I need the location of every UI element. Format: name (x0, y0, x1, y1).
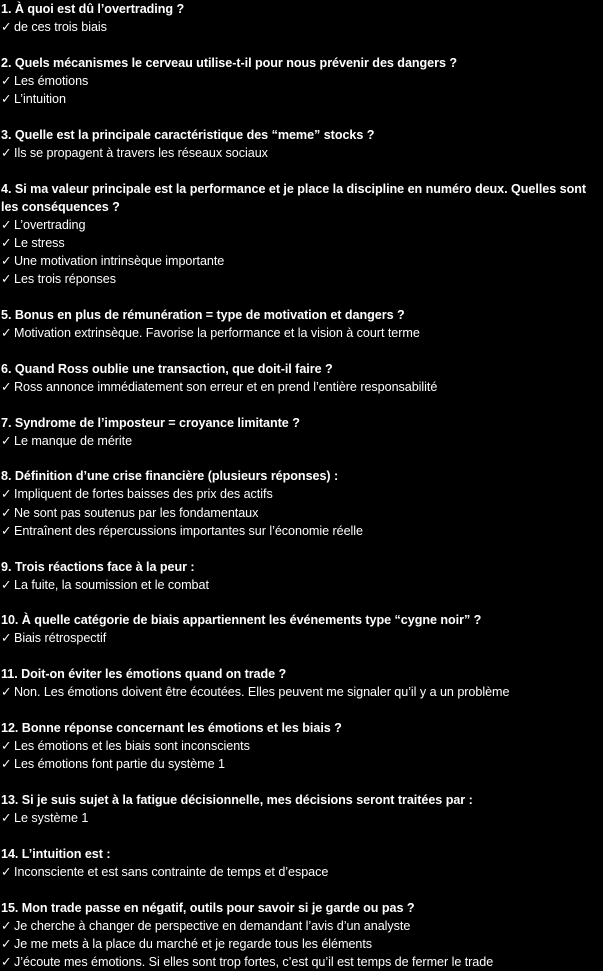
question-text: 4. Si ma valeur principale est la performance et je place la discipline en numéro deux. Quelles sont les conséquences ? (1, 181, 587, 214)
answer-line (1, 576, 597, 594)
answer-line (1, 270, 597, 288)
answer-line (1, 737, 597, 755)
question-block (1, 54, 597, 108)
answer-line (1, 683, 597, 701)
question-block (1, 611, 597, 647)
answer-line (1, 629, 597, 647)
question-block (1, 360, 597, 396)
checkmark-icon: ✓ (1, 326, 12, 340)
checkmark-icon: ✓ (1, 379, 12, 394)
answer-text: Impliquent de fortes baisses des prix des actifs (14, 487, 273, 502)
question-text: 7. Syndrome de l’imposteur = croyance limitante ? (1, 415, 300, 430)
answer-line (1, 432, 597, 450)
checkmark-icon: ✓ (1, 92, 12, 106)
question-text: 10. À quelle catégorie de biais appartiennent les événements type “cygne noir” ? (1, 613, 482, 628)
question-text: 2. Quels mécanismes le cerveau utilise-t-il pour nous prévenir des dangers ? (1, 55, 458, 70)
answer-line (1, 18, 597, 36)
answer-text: Les émotions (14, 73, 89, 88)
answer-text: L’intuition (14, 92, 66, 106)
answer-line (1, 378, 597, 396)
answer-text: Je me mets à la place du marché et je regarde tous les éléments (14, 936, 373, 951)
answer-text: Une motivation intrinsèque importante (14, 254, 225, 268)
answer-text: Les émotions font partie du système 1 (14, 757, 225, 772)
question-text: 6. Quand Ross oublie une transaction, que doit-il faire ? (1, 361, 333, 376)
question-block (1, 719, 597, 773)
answer-text: Biais rétrospectif (14, 631, 107, 646)
question-block (1, 126, 597, 162)
checkmark-icon: ✓ (1, 145, 12, 160)
answer-text: Non. Les émotions doivent être écoutées. Elles peuvent me signaler qu’il y a un problème (14, 685, 510, 700)
answer-line (1, 252, 597, 270)
answer-text: Le stress (14, 235, 65, 250)
answer-line (1, 144, 597, 162)
question-text: 8. Définition d’une crise financière (plusieurs réponses) : (1, 469, 339, 484)
answer-text: La fuite, la soumission et le combat (14, 577, 209, 592)
checkmark-icon: ✓ (1, 505, 12, 520)
question-block (1, 558, 597, 594)
answer-text: L’overtrading (14, 217, 86, 232)
answer-line (1, 216, 597, 234)
answer-line (1, 809, 597, 827)
answer-text: Ils se propagent à travers les réseaux sociaux (14, 145, 268, 160)
answer-line (1, 953, 597, 971)
checkmark-icon: ✓ (1, 631, 12, 646)
answer-text: Entraînent des répercussions importantes sur l’économie réelle (14, 523, 364, 538)
question-block (1, 665, 597, 701)
checkmark-icon: ✓ (1, 738, 12, 753)
answer-line (1, 755, 597, 773)
answer-line (1, 522, 597, 540)
answer-text: J’écoute mes émotions. Si elles sont trop fortes, c’est qu’il est temps de fermer le trade (14, 954, 494, 969)
checkmark-icon: ✓ (1, 487, 12, 502)
checkmark-icon: ✓ (1, 523, 12, 538)
answer-text: Le système 1 (14, 810, 89, 825)
checkmark-icon: ✓ (1, 810, 12, 825)
checkmark-icon: ✓ (1, 757, 12, 772)
question-block (1, 180, 597, 289)
question-text: 5. Bonus en plus de rémunération = type de motivation et dangers ? (1, 308, 405, 322)
answer-text: Les émotions et les biais sont inconscients (14, 738, 250, 753)
question-text: 3. Quelle est la principale caractéristique des “meme” stocks ? (1, 127, 375, 142)
checkmark-icon: ✓ (1, 936, 12, 951)
question-block (1, 0, 597, 36)
checkmark-icon: ✓ (1, 20, 12, 34)
answer-text: Ne sont pas soutenus par les fondamentaux (14, 505, 259, 520)
question-text: 15. Mon trade passe en négatif, outils pour savoir si je garde ou pas ? (1, 900, 415, 915)
answer-line (1, 90, 597, 108)
checkmark-icon: ✓ (1, 73, 12, 88)
answer-line (1, 234, 597, 252)
question-block (1, 899, 597, 971)
answer-line (1, 485, 597, 503)
question-text: 13. Si je suis sujet à la fatigue décisionnelle, mes décisions seront traitées par : (1, 792, 473, 807)
checkmark-icon: ✓ (1, 254, 12, 268)
answer-text: de ces trois biais (14, 20, 107, 34)
question-block (1, 414, 597, 450)
checkmark-icon: ✓ (1, 272, 12, 287)
question-text: 11. Doit-on éviter les émotions quand on trade ? (1, 667, 287, 682)
checkmark-icon: ✓ (1, 235, 12, 250)
question-block (1, 467, 597, 540)
question-text: 1. À quoi est dû l’overtrading ? (1, 2, 185, 16)
answer-text: Inconsciente et est sans contrainte de temps et d’espace (14, 864, 329, 879)
question-text: 9. Trois réactions face à la peur : (1, 559, 195, 574)
checkmark-icon: ✓ (1, 433, 12, 448)
question-block (1, 306, 597, 342)
answer-text: Le manque de mérite (14, 433, 133, 448)
checkmark-icon: ✓ (1, 217, 12, 232)
answer-line (1, 935, 597, 953)
answer-text: Motivation extrinsèque. Favorise la performance et la vision à court terme (14, 326, 420, 340)
checkmark-icon: ✓ (1, 918, 12, 933)
answer-line (1, 504, 597, 522)
checkmark-icon: ✓ (1, 577, 12, 592)
answer-line (1, 72, 597, 90)
question-text: 14. L’intuition est : (1, 846, 111, 861)
answer-text: Ross annonce immédiatement son erreur et en prend l’entière responsabilité (14, 379, 438, 394)
question-block (1, 791, 597, 827)
answer-text: Je cherche à changer de perspective en demandant l’avis d’un analyste (14, 918, 411, 933)
answer-line (1, 917, 597, 935)
checkmark-icon: ✓ (1, 954, 12, 969)
checkmark-icon: ✓ (1, 864, 12, 879)
answer-line (1, 863, 597, 881)
question-text: 12. Bonne réponse concernant les émotions et les biais ? (1, 720, 342, 735)
answer-line (1, 324, 597, 342)
question-block (1, 845, 597, 881)
checkmark-icon: ✓ (1, 685, 12, 700)
answer-text: Les trois réponses (14, 272, 117, 287)
